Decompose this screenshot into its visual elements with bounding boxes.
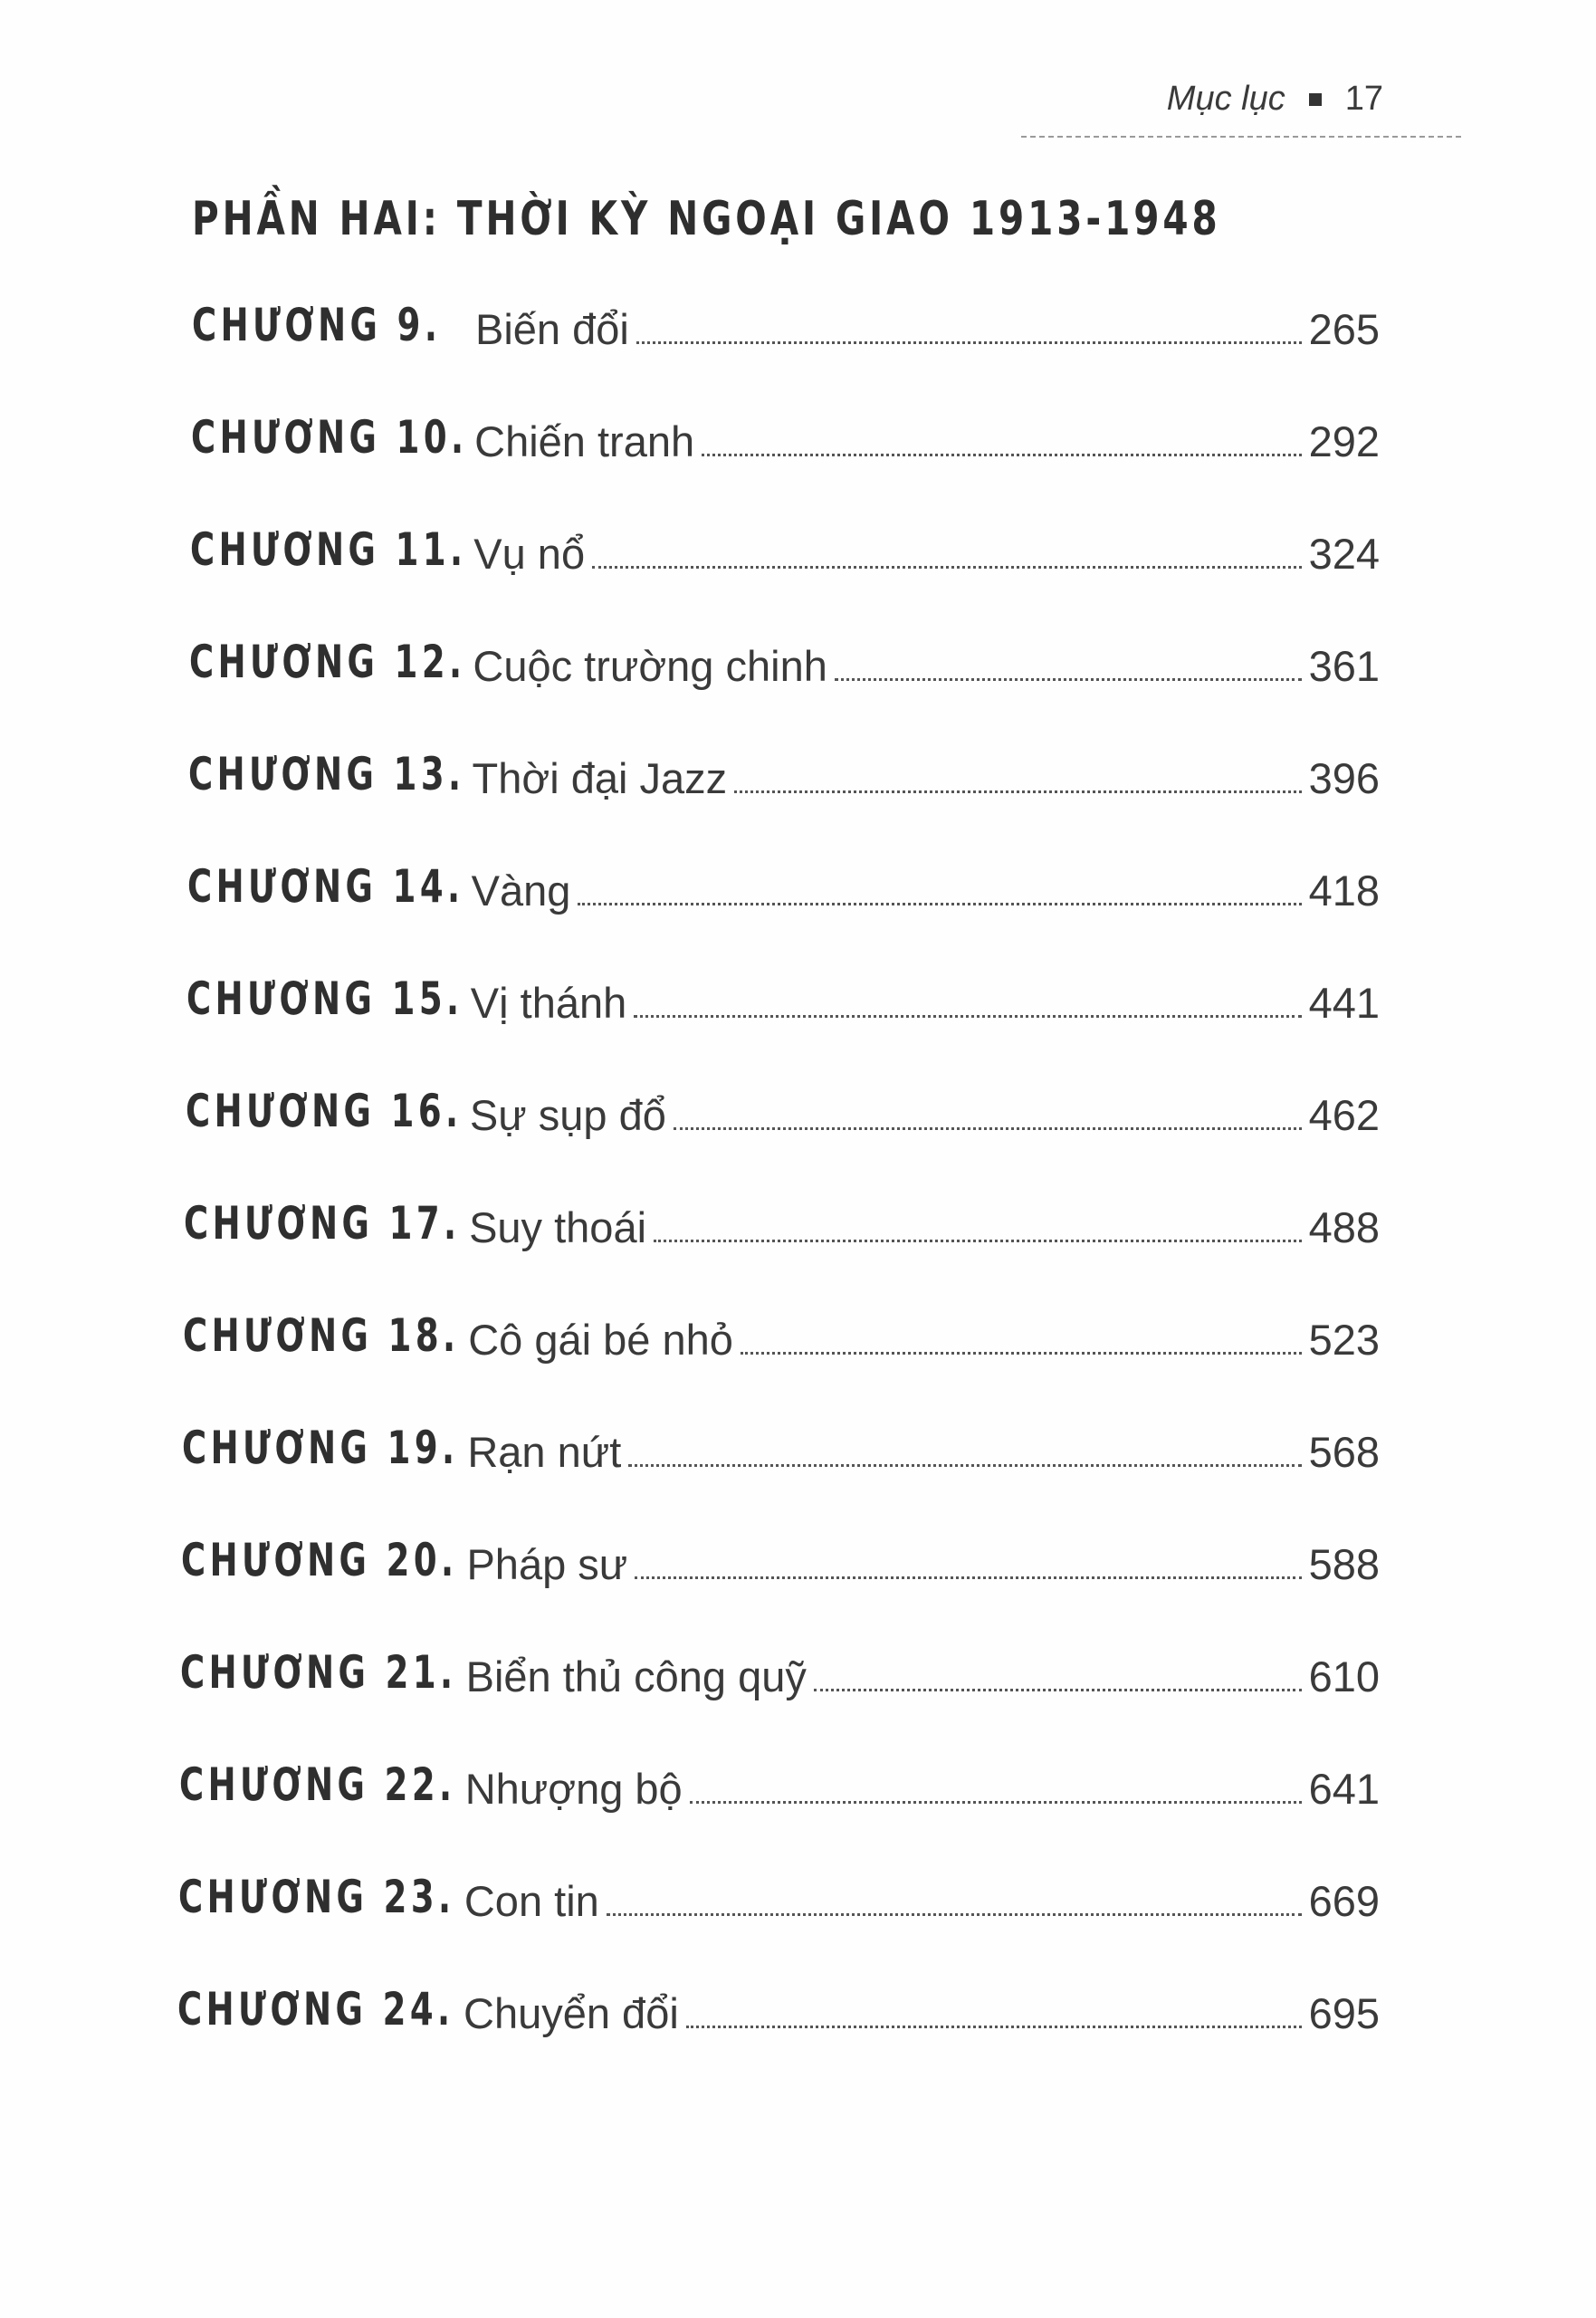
chapter-label: CHƯƠNG 20. xyxy=(181,1534,458,1586)
chapter-title: Chiến tranh xyxy=(474,417,695,465)
chapter-page-number: 265 xyxy=(1308,305,1380,353)
dot-leader xyxy=(741,1352,1302,1355)
chapter-entry xyxy=(473,529,1380,579)
chapter-title: Vụ nổ xyxy=(473,530,586,578)
chapter-page-number: 292 xyxy=(1308,417,1380,465)
dot-leader xyxy=(592,566,1301,569)
running-header-section: Mục lục xyxy=(1166,80,1285,118)
toc-entry xyxy=(0,1302,1394,1375)
chapter-label: CHƯƠNG 24. xyxy=(177,1983,454,2035)
header-dashed-rule xyxy=(1021,136,1461,138)
chapter-page-number: 418 xyxy=(1308,867,1380,915)
chapter-entry xyxy=(467,1427,1380,1477)
dot-leader xyxy=(734,790,1301,793)
dot-leader xyxy=(835,678,1302,681)
chapter-title: Cuộc trường chinh xyxy=(473,642,827,690)
toc-entry xyxy=(0,1976,1394,2048)
dot-leader xyxy=(654,1240,1302,1242)
chapter-title: Sự sụp đổ xyxy=(469,1091,666,1139)
chapter-entry xyxy=(469,1202,1380,1252)
chapter-label: CHƯƠNG 15. xyxy=(186,972,464,1025)
dot-leader xyxy=(814,1689,1302,1691)
chapter-label: CHƯƠNG 10. xyxy=(190,411,468,464)
chapter-page-number: 462 xyxy=(1308,1091,1380,1139)
chapter-entry xyxy=(466,1652,1380,1701)
chapter-page-number: 361 xyxy=(1308,642,1380,690)
chapter-title: Vị thánh xyxy=(470,979,627,1027)
chapter-title: Cô gái bé nhỏ xyxy=(468,1316,733,1364)
chapter-title: Vàng xyxy=(471,867,571,915)
toc-entry xyxy=(0,1527,1394,1599)
chapter-label: CHƯƠNG 16. xyxy=(185,1085,463,1137)
toc-entry xyxy=(0,1414,1394,1487)
chapter-title: Suy thoái xyxy=(469,1203,647,1251)
chapter-title: Chuyển đổi xyxy=(464,1989,679,2037)
toc-entry xyxy=(0,741,1394,813)
chapter-page-number: 568 xyxy=(1308,1428,1380,1476)
chapter-label: CHƯƠNG 11. xyxy=(189,523,467,576)
chapter-title: Thời đại Jazz xyxy=(472,754,728,802)
toc-entry xyxy=(0,1863,1394,1936)
dot-leader xyxy=(702,454,1301,456)
chapter-title: Con tin xyxy=(464,1877,599,1925)
chapter-entry xyxy=(474,417,1380,466)
dot-leader xyxy=(607,1913,1302,1916)
chapter-page-number: 588 xyxy=(1308,1540,1380,1588)
dot-leader xyxy=(635,1576,1301,1579)
dot-leader xyxy=(674,1127,1302,1130)
chapter-title: Nhượng bộ xyxy=(464,1765,683,1813)
chapter-label: CHƯƠNG 13. xyxy=(187,748,465,800)
chapter-page-number: 441 xyxy=(1308,979,1380,1027)
toc-entry xyxy=(0,1639,1394,1711)
chapter-label: CHƯƠNG 12. xyxy=(188,636,466,688)
chapter-entry xyxy=(468,1315,1380,1365)
toc-entry xyxy=(0,292,1394,364)
chapter-page-number: 396 xyxy=(1308,754,1380,802)
chapter-entry xyxy=(464,1988,1380,2038)
chapter-entry xyxy=(472,866,1380,915)
chapter-label: CHƯƠNG 19. xyxy=(182,1422,459,1474)
dot-leader xyxy=(578,903,1301,905)
part-title: PHẦN HAI: THỜI KỲ NGOẠI GIAO 1913-1948 xyxy=(192,192,1221,246)
toc-entry xyxy=(0,1190,1394,1262)
chapter-entry xyxy=(464,1876,1380,1926)
square-bullet-icon xyxy=(1309,93,1322,106)
toc-entry xyxy=(0,1751,1394,1824)
running-header xyxy=(1167,80,1383,119)
chapter-page-number: 669 xyxy=(1308,1877,1380,1925)
chapter-label: CHƯƠNG 23. xyxy=(178,1871,455,1923)
chapter-page-number: 610 xyxy=(1308,1652,1380,1700)
chapter-page-number: 488 xyxy=(1308,1203,1380,1251)
chapter-title: Biển thủ công quỹ xyxy=(465,1652,807,1700)
chapter-page-number: 523 xyxy=(1308,1316,1380,1364)
toc-entry xyxy=(0,853,1394,925)
chapter-label: CHƯƠNG 17. xyxy=(184,1197,461,1250)
dot-leader xyxy=(636,341,1302,344)
toc-entry xyxy=(0,965,1394,1038)
chapter-entry xyxy=(470,1090,1380,1140)
chapter-entry xyxy=(475,304,1380,354)
running-header-page-number: 17 xyxy=(1344,80,1383,118)
chapter-label: CHƯƠNG 14. xyxy=(186,860,464,913)
chapter-entry xyxy=(466,1539,1380,1589)
chapter-label: CHƯƠNG 21. xyxy=(180,1646,457,1699)
chapter-entry xyxy=(465,1764,1380,1814)
chapter-title: Biến đổi xyxy=(475,305,629,353)
dot-leader xyxy=(634,1015,1301,1018)
chapter-label: CHƯƠNG 9. xyxy=(192,299,442,351)
chapter-label: CHƯƠNG 22. xyxy=(179,1758,456,1811)
dot-leader xyxy=(690,1801,1302,1804)
toc-entry xyxy=(0,404,1394,476)
toc-entry xyxy=(0,628,1394,701)
dot-leader xyxy=(686,2026,1302,2028)
chapter-entry xyxy=(471,978,1380,1028)
toc-entry xyxy=(0,516,1394,589)
chapter-entry xyxy=(473,753,1380,803)
chapter-entry xyxy=(473,641,1380,691)
dot-leader xyxy=(628,1464,1301,1467)
chapter-page-number: 695 xyxy=(1308,1989,1380,2037)
chapter-title: Rạn nứt xyxy=(467,1428,622,1476)
chapter-page-number: 324 xyxy=(1308,530,1380,578)
toc-entry xyxy=(0,1078,1394,1150)
chapter-label: CHƯƠNG 18. xyxy=(183,1309,460,1362)
chapter-title: Pháp sư xyxy=(466,1540,628,1588)
chapter-page-number: 641 xyxy=(1308,1765,1380,1813)
